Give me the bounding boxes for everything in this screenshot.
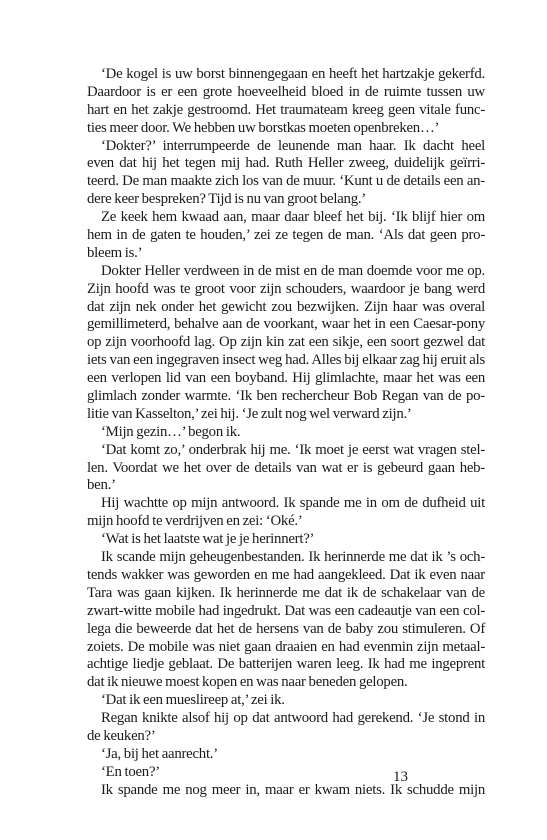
text-line: ‘Ja, bij het aanrecht.’: [101, 745, 218, 762]
text-line: Ze keek hem kwaad aan, maar daar bleef het bij. ‘Ik blijf hier om: [101, 209, 485, 226]
text-line: len. Voordat we het over de details van wat er is gebeurd gaan heb-: [87, 459, 485, 476]
text-line: tends wakker was geworden en me had aangekleed. Dat ik even naar: [87, 566, 485, 583]
text-line: litie van Kasselton,’ zei hij. ‘Je zult nog wel verward zijn.’: [87, 405, 412, 422]
text-line: ‘De kogel is uw borst binnengegaan en heeft het hartzakje gekerfd.: [101, 66, 485, 82]
text-line: ‘Dat ik een mueslireep at,’ zei ik.: [101, 692, 285, 709]
text-line: ‘Mijn gezin…’ begon ik.: [101, 423, 241, 440]
text-line: Daardoor is er een grote hoeveelheid bloed in de ruimte tussen uw: [87, 83, 485, 100]
text-line: glimlach zonder warmte. ‘Ik ben rechercheur Bob Regan van de po-: [87, 388, 485, 405]
text-line: dat ik nieuwe moest kopen en was naar beneden gelopen.: [87, 674, 408, 691]
text-line: Dokter Heller verdween in de mist en de man doemde voor me op.: [101, 262, 485, 279]
text-line: Ik scande mijn geheugenbestanden. Ik herinnerde me dat ik ’s och-: [101, 549, 485, 566]
text-line: hart en het zakje gestroomd. Het traumateam kreeg geen vitale func-: [87, 101, 485, 118]
text-line: iets van een ingegraven insect weg had. Alles bij elkaar zag hij eruit als: [87, 352, 485, 369]
text-line: ‘En toen?’: [101, 763, 160, 780]
text-line: ben.’: [87, 477, 116, 494]
text-line: mijn hoofd te verdrijven en zei: ‘Oké.’: [87, 513, 303, 530]
text-line: teerd. De man maakte zich los van de muur. ‘Kunt u de details een an-: [87, 173, 485, 190]
text-line: Regan knikte alsof hij op dat antwoord had gerekend. ‘Je stond in: [101, 710, 485, 727]
text-line: de keuken?’: [87, 727, 156, 744]
text-line: op zijn voorhoofd lag. Op zijn kin zat een sikje, een soort gezwel dat: [87, 334, 485, 351]
text-line: ‘Wat is het laatste wat je je herinnert?’: [101, 531, 315, 548]
text-line: lega die beweerde dat het de hersens van de baby zou stimuleren. Of: [87, 620, 485, 637]
text-line: Ik spande me nog meer in, maar er kwam niets. Ik schudde mijn: [101, 781, 485, 798]
text-line: Hij wachtte op mijn antwoord. Ik spande me in om de dufheid uit: [101, 495, 485, 512]
page-number: 13: [393, 769, 408, 785]
body-text: [87, 66, 485, 800]
text-line: gemillimeterd, behalve aan de voorkant, waar het in een Caesar-pony: [87, 316, 485, 333]
text-line: ‘Dat komt zo,’ onderbrak hij me. ‘Ik moet je eerst wat vragen stel-: [101, 441, 485, 458]
text-line: ties meer door. We hebben uw borstkas moeten openbreken…’: [87, 119, 440, 136]
text-line: zwart-witte mobile had ingedrukt. Dat was een cadeautje van een col-: [87, 602, 485, 619]
text-line: zoiets. De mobile was niet gaan draaien en had evenmin zijn metaal-: [87, 638, 485, 655]
text-line: hem in de gaten te houden,’ zei ze tegen de man. ‘Als dat geen pro-: [87, 227, 485, 244]
text-line: dat zijn nek onder het gewicht zou bezwijken. Zijn haar was overal: [87, 298, 485, 315]
text-line: Zijn hoofd was te groot voor zijn schouders, waardoor je bang werd: [87, 280, 485, 297]
text-line: bleem is.’: [87, 244, 143, 261]
text-line: ‘Dokter?’ interrumpeerde de leunende man haar. Ik dacht heel: [101, 137, 485, 154]
text-line: even dat hij het tegen mij had. Ruth Heller zweeg, duidelijk geïrri-: [87, 155, 485, 172]
text-line: dere keer bespreken? Tijd is nu van groot belang.’: [87, 191, 366, 208]
text-line: Tara was gaan kijken. Ik herinnerde me dat ik de schakelaar van de: [87, 584, 485, 601]
text-line: achtige liedje geblaat. De batterijen waren leeg. Ik had me ingeprent: [87, 656, 485, 673]
text-line: een verlopen lid van een boyband. Hij glimlachte, maar het was een: [87, 370, 485, 387]
